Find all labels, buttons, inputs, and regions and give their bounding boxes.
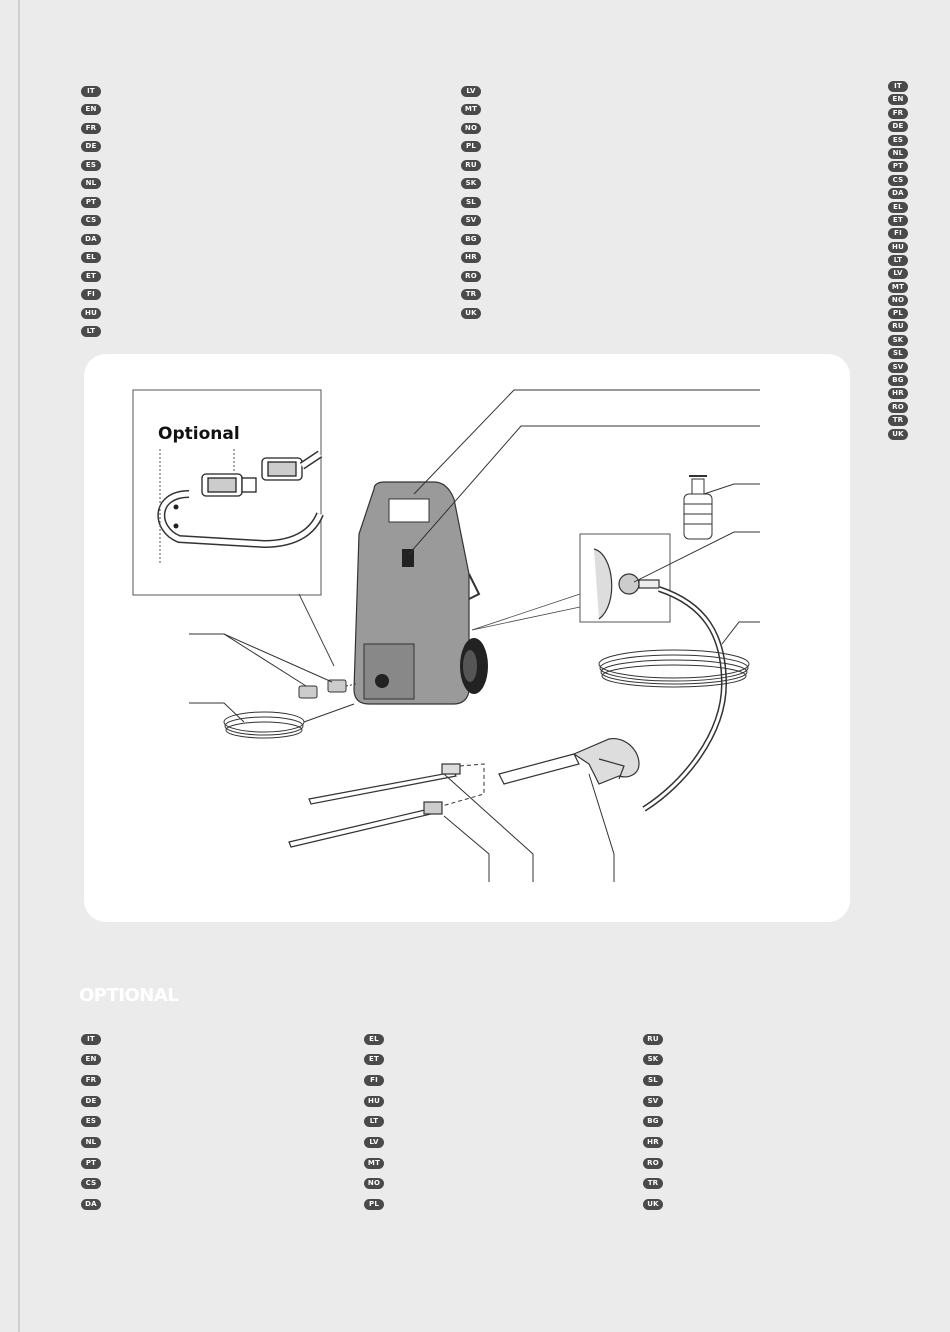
lang-badge-pl: PL	[461, 141, 481, 152]
optional-badge-da: DA	[81, 1199, 101, 1210]
optional-section-heading: OPTIONAL	[79, 985, 179, 1006]
optional-badge-nl: NL	[81, 1137, 101, 1148]
optional-badge-cs: CS	[81, 1178, 101, 1189]
lang-badge-et: ET	[81, 271, 101, 282]
optional-badge-it: IT	[81, 1034, 101, 1045]
lang-badge-no: NO	[461, 123, 481, 134]
lang-badge-el: EL	[81, 252, 101, 263]
index-badge-no: NO	[888, 295, 908, 306]
index-badge-en: EN	[888, 94, 908, 105]
optional-badge-hr: HR	[643, 1137, 663, 1148]
lang-badge-mt: MT	[461, 104, 481, 115]
lang-badge-bg: BG	[461, 234, 481, 245]
index-badge-ro: RO	[888, 402, 908, 413]
index-badge-hu: HU	[888, 242, 908, 253]
optional-badge-ro: RO	[643, 1158, 663, 1169]
lang-badge-en: EN	[81, 104, 101, 115]
lang-badge-it: IT	[81, 86, 101, 97]
optional-badge-uk: UK	[643, 1199, 663, 1210]
lang-badge-nl: NL	[81, 178, 101, 189]
index-badge-sl: SL	[888, 348, 908, 359]
index-badge-lt: LT	[888, 255, 908, 266]
lang-badge-uk: UK	[461, 308, 481, 319]
outlet-fittings	[299, 680, 356, 698]
optional-badge-ru: RU	[643, 1034, 663, 1045]
optional-badge-sl: SL	[643, 1075, 663, 1086]
lang-badge-lt: LT	[81, 326, 101, 337]
lang-badge-lv: LV	[461, 86, 481, 97]
index-badge-lv: LV	[888, 268, 908, 279]
machine-wheel	[460, 638, 488, 694]
index-badge-cs: CS	[888, 175, 908, 186]
optional-badge-et: ET	[364, 1054, 384, 1065]
inset-pointer-line	[299, 594, 334, 666]
lang-badge-tr: TR	[461, 289, 481, 300]
optional-badge-hu: HU	[364, 1096, 384, 1107]
lang-badge-da: DA	[81, 234, 101, 245]
optional-badge-fi: FI	[364, 1075, 384, 1086]
optional-badge-no: NO	[364, 1178, 384, 1189]
optional-badge-lv: LV	[364, 1137, 384, 1148]
index-badge-pl: PL	[888, 308, 908, 319]
inset-optional-label: Optional	[158, 424, 240, 444]
optional-badge-en: EN	[81, 1054, 101, 1065]
index-badge-it: IT	[888, 81, 908, 92]
optional-badge-de: DE	[81, 1096, 101, 1107]
index-badge-fi: FI	[888, 228, 908, 239]
lang-badge-sl: SL	[461, 197, 481, 208]
optional-badge-tr: TR	[643, 1178, 663, 1189]
optional-badge-mt: MT	[364, 1158, 384, 1169]
optional-badge-el: EL	[364, 1034, 384, 1045]
index-badge-tr: TR	[888, 415, 908, 426]
index-badge-sv: SV	[888, 362, 908, 373]
index-badge-uk: UK	[888, 429, 908, 440]
index-badge-fr: FR	[888, 108, 908, 119]
optional-badge-pl: PL	[364, 1199, 384, 1210]
detail-pointer-lines	[472, 594, 580, 630]
lang-badge-pt: PT	[81, 197, 101, 208]
index-badge-mt: MT	[888, 282, 908, 293]
index-badge-nl: NL	[888, 148, 908, 159]
lang-badge-hu: HU	[81, 308, 101, 319]
lang-badge-sv: SV	[461, 215, 481, 226]
lang-badge-hr: HR	[461, 252, 481, 263]
optional-badge-pt: PT	[81, 1158, 101, 1169]
optional-badge-sv: SV	[643, 1096, 663, 1107]
index-badge-sk: SK	[888, 335, 908, 346]
lang-badge-de: DE	[81, 141, 101, 152]
spray-lance	[309, 764, 460, 804]
lang-badge-ro: RO	[461, 271, 481, 282]
optional-badge-es: ES	[81, 1116, 101, 1127]
lang-badge-sk: SK	[461, 178, 481, 189]
lang-badge-cs: CS	[81, 215, 101, 226]
index-badge-es: ES	[888, 135, 908, 146]
index-badge-pt: PT	[888, 161, 908, 172]
lang-badge-ru: RU	[461, 160, 481, 171]
product-figure-panel	[84, 354, 850, 922]
index-badge-de: DE	[888, 121, 908, 132]
lang-badge-fi: FI	[81, 289, 101, 300]
index-badge-da: DA	[888, 188, 908, 199]
index-badge-hr: HR	[888, 388, 908, 399]
index-badge-ru: RU	[888, 321, 908, 332]
optional-badge-fr: FR	[81, 1075, 101, 1086]
detergent-bottle	[684, 476, 712, 539]
nozzle-lance	[289, 802, 442, 847]
index-badge-el: EL	[888, 202, 908, 213]
lang-badge-fr: FR	[81, 123, 101, 134]
trigger-gun	[499, 739, 639, 784]
optional-badge-bg: BG	[643, 1116, 663, 1127]
index-badge-bg: BG	[888, 375, 908, 386]
index-badge-et: ET	[888, 215, 908, 226]
optional-badge-lt: LT	[364, 1116, 384, 1127]
left-margin-rule	[18, 0, 20, 1332]
optional-badge-sk: SK	[643, 1054, 663, 1065]
lang-badge-es: ES	[81, 160, 101, 171]
